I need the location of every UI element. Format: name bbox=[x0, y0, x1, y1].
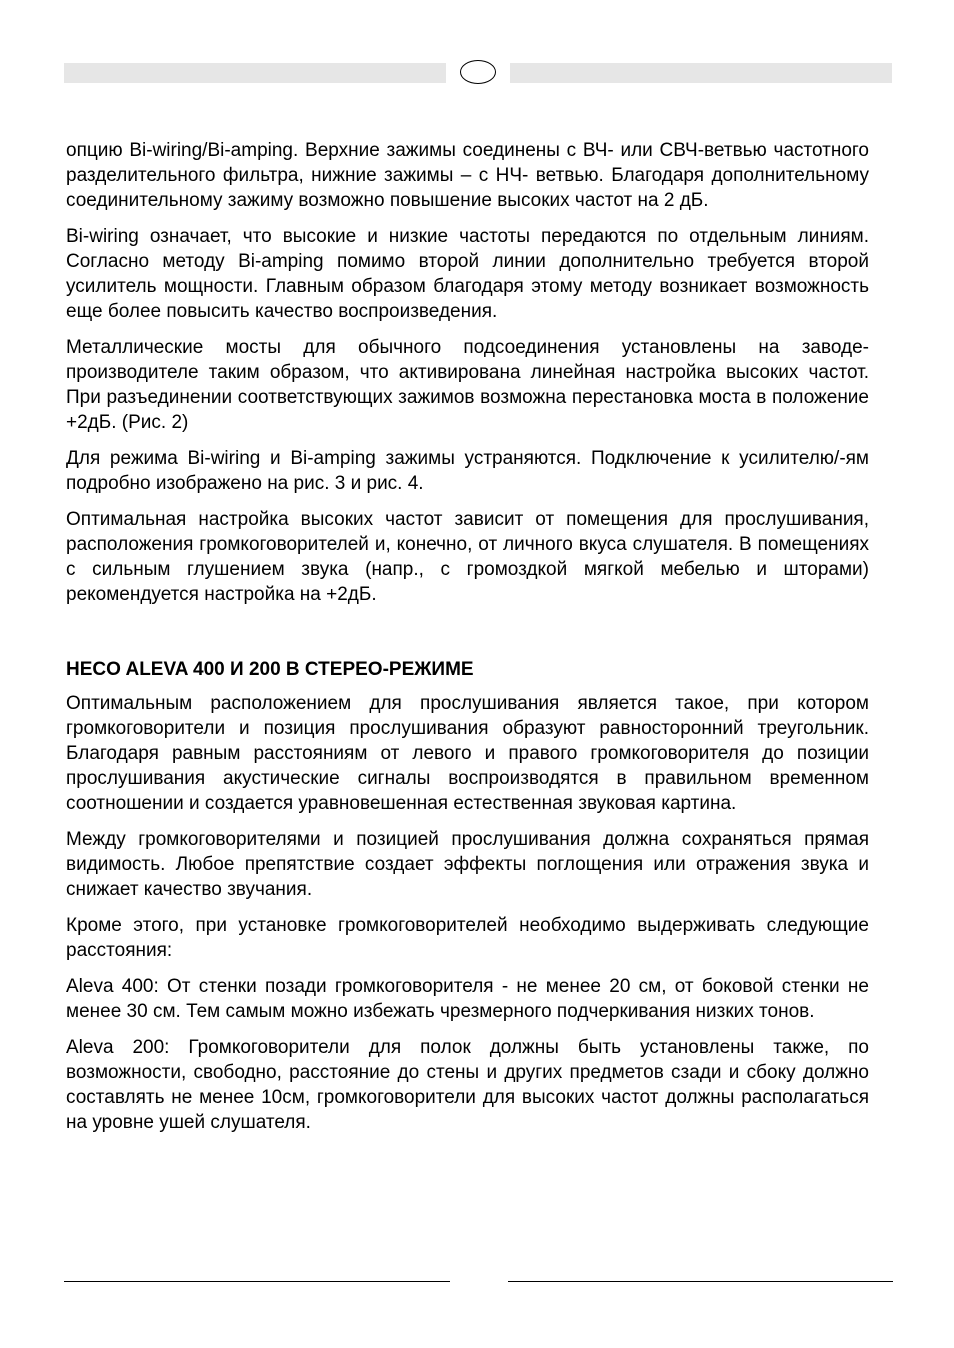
paragraph: Кроме этого, при установке громкоговорителей необходимо выдерживать следующие расстояния: bbox=[66, 915, 869, 961]
footer-rule-left bbox=[64, 1281, 450, 1282]
paragraph: Aleva 400: От стенки позади громкоговорителя - не менее 20 см, от боковой стенки не менее 30 см. Тем самым можно избежать чрезмерного подчеркивания низких тонов. bbox=[66, 976, 869, 1022]
paragraph: Оптимальным расположением для прослушивания является такое, при котором громкоговорители и позиция прослушивания образуют равносторонний треугольник. Благодаря равным расстояниям от левого и правого громкоговорителя до позиции прослушивания акустические сигналы воспроизводятся в правильном временном соотношении и создается уравновешенная естественная звуковая картина. bbox=[66, 693, 869, 814]
page-number-oval bbox=[460, 60, 496, 84]
header-bar-right bbox=[510, 63, 892, 83]
paragraph: Металлические мосты для обычного подсоединения установлены на заводе-производителе таким образом, что активирована линейная настройка высоких частот. При разъединении соответствующих зажимов возможна перестановка моста в положение +2дБ. (Рис. 2) bbox=[66, 337, 869, 433]
paragraph: Оптимальная настройка высоких частот зависит от помещения для прослушивания, расположения громкоговорителей и, конечно, от личного вкуса слушателя. В помещениях с сильным глушением звука (напр., с громоздкой мягкой мебелью и шторами) рекомендуется настройка на +2дБ. bbox=[66, 509, 869, 605]
paragraph: опцию Bi-wiring/Bi-amping. Верхние зажимы соединены с ВЧ- или СВЧ-ветвью частотного разделительного фильтра, нижние зажимы – с НЧ- ветвью. Благодаря дополнительному соединительному зажиму возможно повышение высоких частот на 2 дБ. bbox=[66, 140, 869, 211]
page-content bbox=[66, 138, 869, 1146]
section-heading: HECO ALEVA 400 И 200 В СТЕРЕО-РЕЖИМЕ bbox=[66, 659, 474, 680]
header-bar-left bbox=[64, 63, 446, 83]
paragraph: Между громкоговорителями и позицией прослушивания должна сохраняться прямая видимость. Любое препятствие создает эффекты поглощения или отражения звука и снижает качество звучания. bbox=[66, 829, 869, 900]
paragraph: Aleva 200: Громкоговорители для полок должны быть установлены также, по возможности, свободно, расстояние до стены и других предметов сзади и сбоку должно составлять не менее 10см, громкоговорители для высоких частот должны располагаться на уровне ушей слушателя. bbox=[66, 1037, 869, 1133]
paragraph: Bi-wiring означает, что высокие и низкие частоты передаются по отдельным линиям. Согласно методу Bi-amping помимо второй линии дополнительно требуется второй усилитель мощности. Главным образом благодаря этому методу возникает возможность еще более повысить качество воспроизведения. bbox=[66, 226, 869, 322]
paragraph: Для режима Bi-wiring и Bi-amping зажимы устраняются. Подключение к усилителю/-ям подробно изображено на рис. 3 и рис. 4. bbox=[66, 448, 869, 494]
footer-rule-right bbox=[508, 1281, 893, 1282]
